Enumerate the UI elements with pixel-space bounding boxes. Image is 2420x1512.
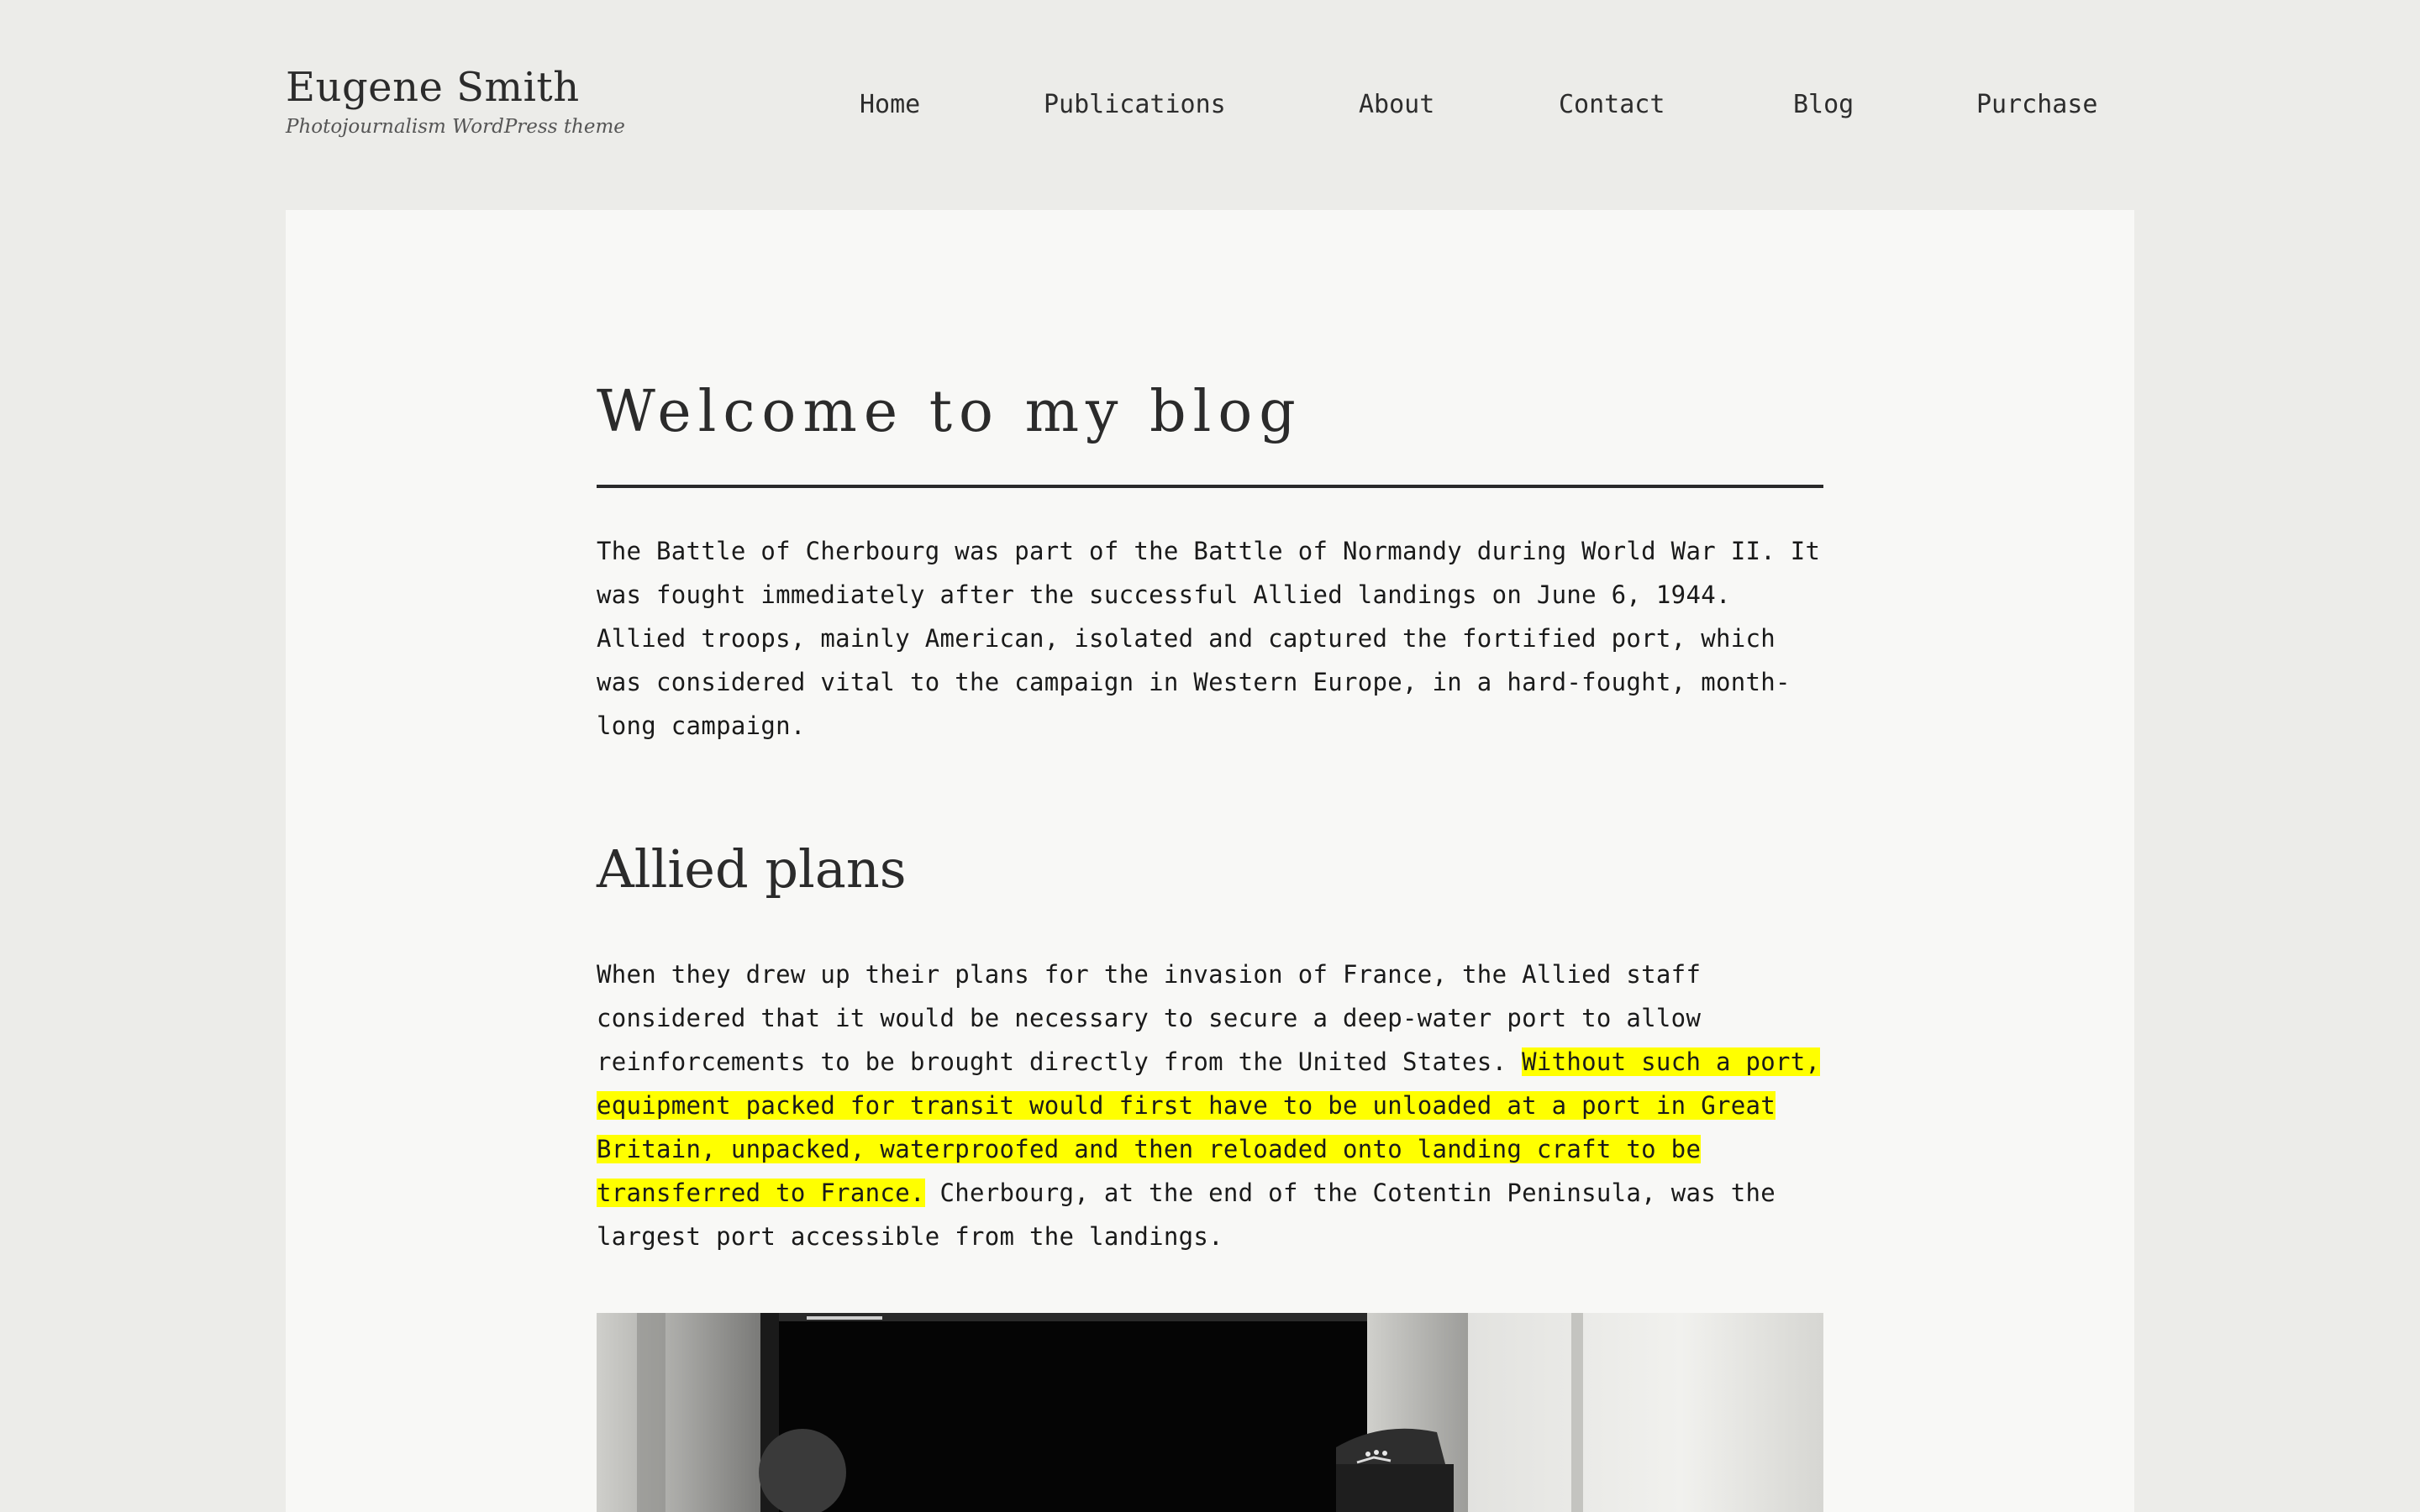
nav-item-contact[interactable]: Contact [1559,90,1665,119]
section-heading: Allied plans [597,838,907,900]
nav-item-publications[interactable]: Publications [1044,90,1226,119]
post-photo [597,1313,1823,1512]
nav-item-purchase[interactable]: Purchase [1976,90,2098,119]
post-photo-image [597,1313,1823,1512]
paragraph-text: Cherbourg, at the end of the Cotentin Peninsula, was the largest port accessible from the landings. [597,1179,1776,1251]
highlighted-text: Without such a port, equipment packed for transit would first have to be unloaded at a port in Great Britain, unpacked, waterproofed and then reloaded onto landing craft to be transferred to France. [597,1047,1821,1207]
main-navigation [0,87,2420,123]
nav-item-blog[interactable]: Blog [1793,90,1854,119]
site-header [0,0,2420,210]
site-tagline: Photojournalism WordPress theme [286,116,625,138]
post-title: Welcome to my blog [597,379,1302,445]
paragraph-text: When they drew up their plans for the invasion of France, the Allied staff considered that it would be necessary to secure a deep-water port to allow reinforcements to be brought directly from the United States. [597,960,1702,1076]
nav-item-about[interactable]: About [1359,90,1435,119]
content-card [286,210,2134,1512]
site-title[interactable]: Eugene Smith [286,64,580,111]
title-divider [597,485,1823,488]
allied-plans-paragraph [597,953,1823,1258]
intro-paragraph: The Battle of Cherbourg was part of the Battle of Normandy during World War II. It was fought immediately after the successful Allied landings on June 6, 1944. Allied troops, mainly American, isolated and captured the fortified port, which was considered vital to the campaign in Western Europe, in a hard-fought, month-long campaign. [597,537,1821,740]
nav-item-home[interactable]: Home [860,90,921,119]
